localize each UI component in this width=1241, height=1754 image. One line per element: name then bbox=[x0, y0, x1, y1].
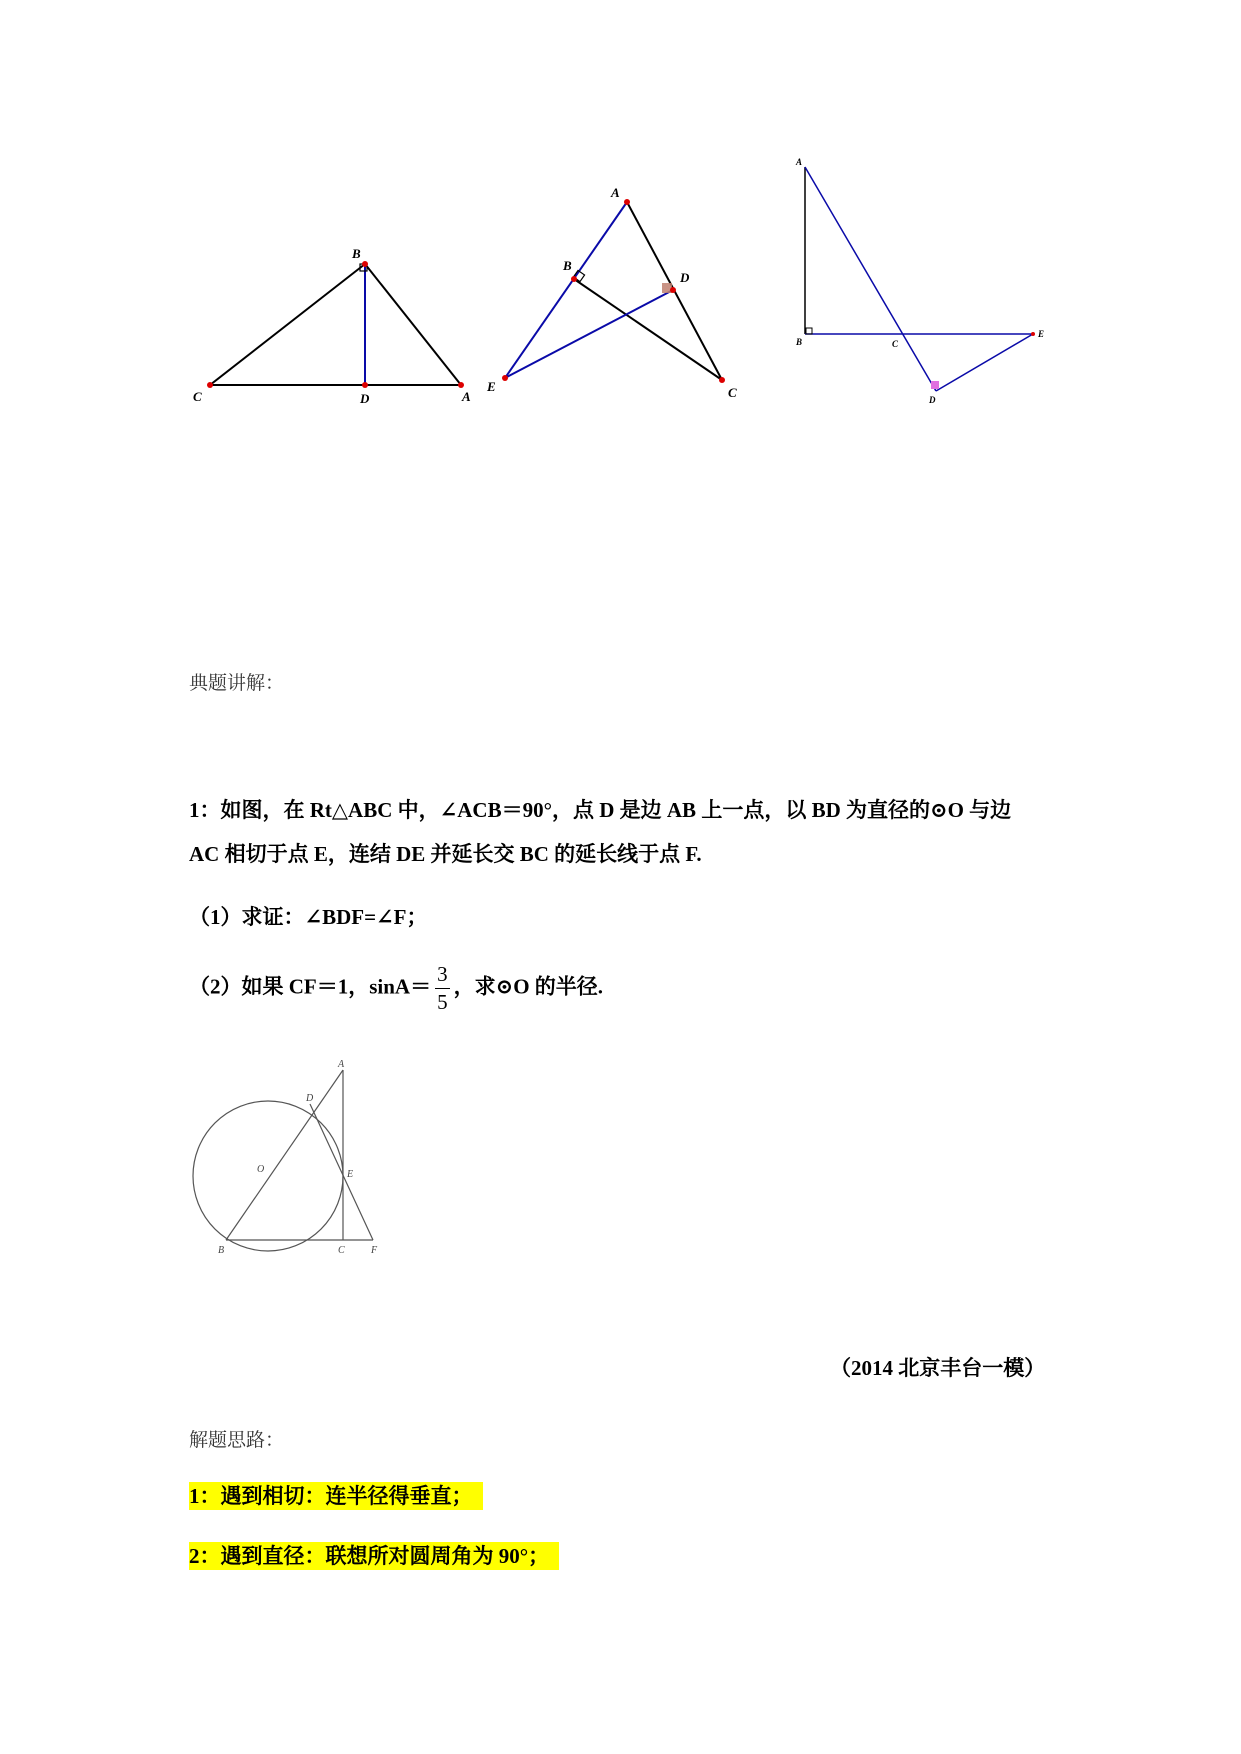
problem-figure-circle-triangle bbox=[185, 1060, 400, 1260]
figure-1-triangle bbox=[180, 235, 480, 410]
pfig-label-E: E bbox=[347, 1169, 354, 1180]
fraction-denominator: 5 bbox=[437, 990, 448, 1014]
fig1-label-D: D bbox=[360, 391, 370, 406]
pfig-label-F: F bbox=[371, 1245, 378, 1256]
fig3-label-C: C bbox=[892, 339, 899, 349]
problem-part-1: （1）求证：∠BDF=∠F； bbox=[189, 905, 428, 929]
pfig-label-A: A bbox=[338, 1060, 345, 1070]
pfig-label-B: B bbox=[218, 1245, 225, 1256]
figure-3-triangle bbox=[780, 150, 1060, 410]
fraction-3-5 bbox=[435, 964, 450, 1013]
pfig-label-C: C bbox=[338, 1245, 345, 1256]
fig3-label-E: E bbox=[1038, 329, 1045, 339]
problem-line-2: AC 相切于点 E，连结 DE 并延长交 BC 的延长线于点 F. bbox=[189, 842, 702, 866]
fraction-numerator: 3 bbox=[435, 964, 450, 989]
fig2-label-D: D bbox=[680, 270, 690, 285]
problem-part-2 bbox=[189, 964, 603, 1013]
figure-2-triangle bbox=[480, 180, 750, 410]
fig3-label-D: D bbox=[929, 395, 936, 405]
problem-line-1: 1：如图，在 Rt△ABC 中，∠ACB＝90°，点 D 是边 AB 上一点，以 BD 为直径的⊙O 与边 bbox=[189, 798, 1012, 822]
fig2-label-C: C bbox=[728, 385, 737, 400]
hint-1-highlight: 1：遇到相切：连半径得垂直； bbox=[189, 1482, 483, 1510]
fig3-label-B: B bbox=[796, 337, 803, 347]
fig3-label-A: A bbox=[796, 157, 803, 167]
fig1-label-C: C bbox=[193, 389, 202, 404]
hint-2-highlight: 2：遇到直径：联想所对圆周角为 90°； bbox=[189, 1542, 559, 1570]
hint-title: 解题思路： bbox=[189, 1429, 285, 1451]
fig2-label-B: B bbox=[563, 258, 572, 273]
hint-1 bbox=[189, 1480, 483, 1510]
hint-2 bbox=[189, 1540, 559, 1570]
fig1-label-B: B bbox=[352, 246, 361, 261]
pfig-label-O: O bbox=[257, 1164, 265, 1175]
section-title: 典题讲解： bbox=[189, 672, 285, 694]
part2-prefix: （2）如果 CF＝1，sinA＝ bbox=[189, 974, 432, 999]
fig2-label-E: E bbox=[487, 379, 496, 394]
fig1-label-A: A bbox=[462, 389, 471, 404]
pfig-label-D: D bbox=[306, 1093, 314, 1104]
problem-source: （2014 北京丰台一模） bbox=[830, 1356, 1046, 1380]
fig2-label-A: A bbox=[611, 185, 620, 200]
part2-suffix: ，求⊙O 的半径. bbox=[453, 974, 604, 999]
